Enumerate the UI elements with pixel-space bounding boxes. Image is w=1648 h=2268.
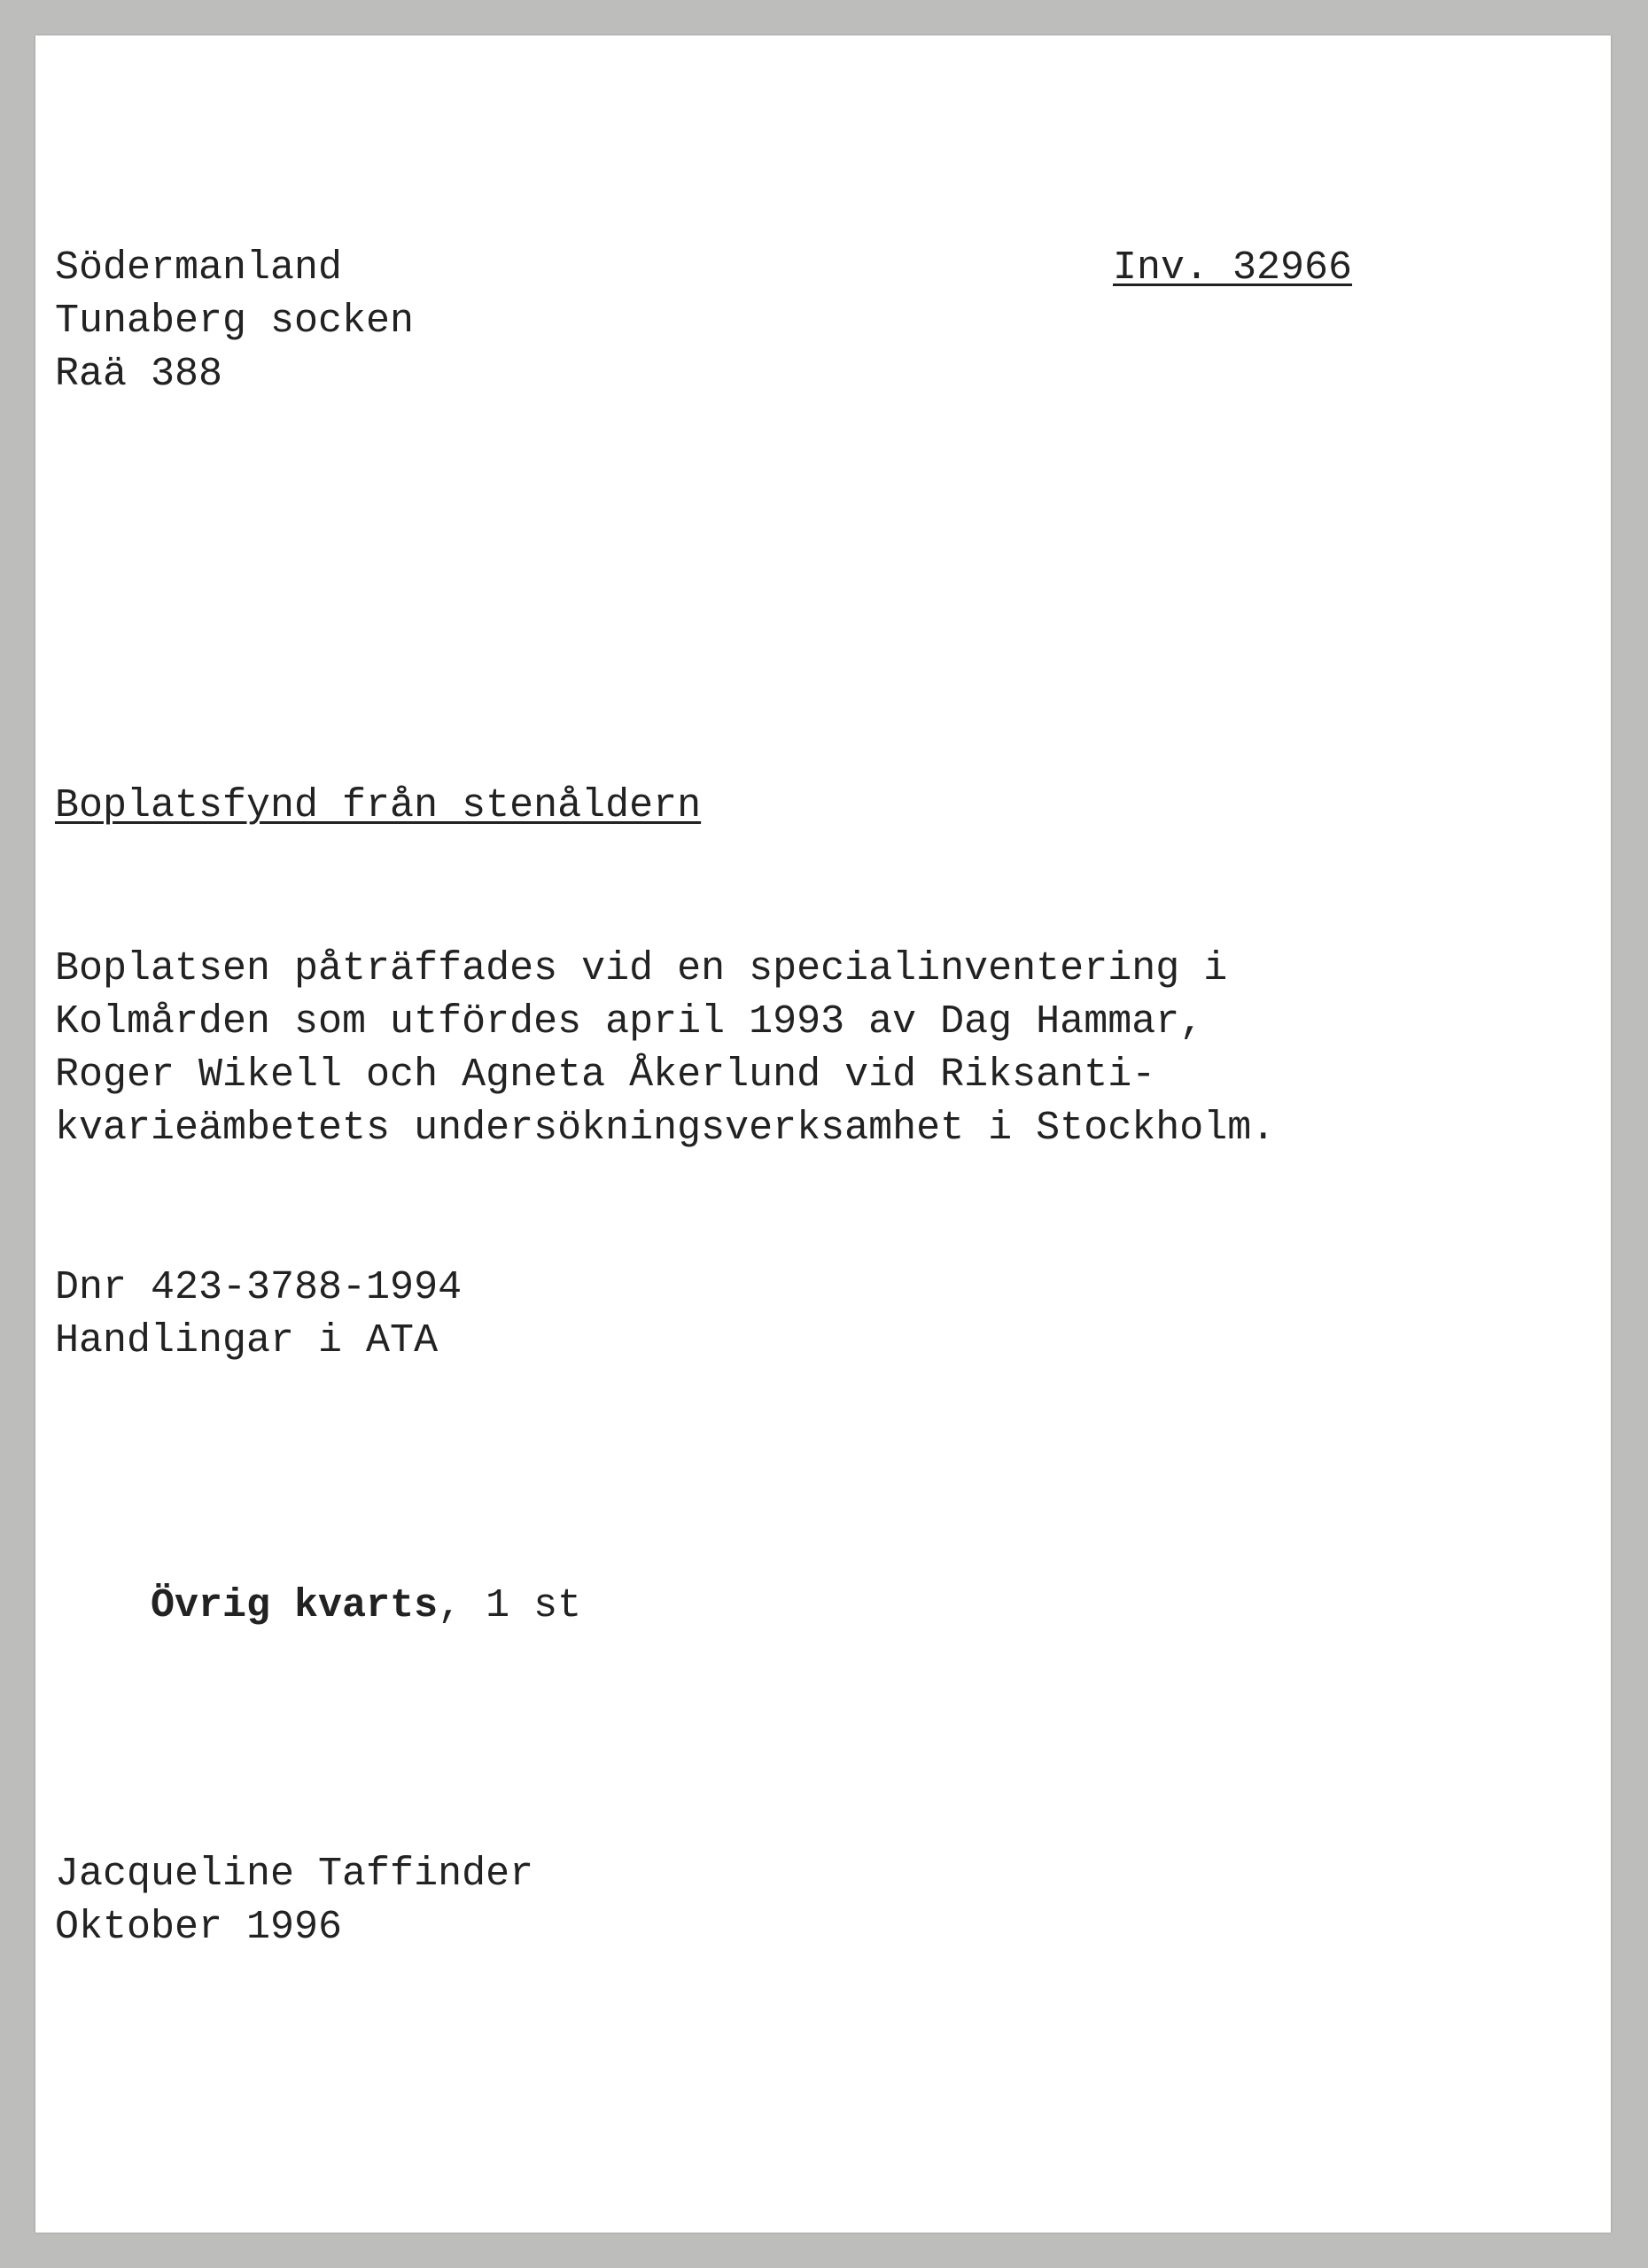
body-line-2: Kolmården som utfördes april 1993 av Dag Hammar,: [55, 999, 1204, 1045]
finds-count: , 1 st: [438, 1583, 582, 1628]
finds-label: Övrig kvarts: [151, 1583, 439, 1628]
parish: Tunaberg socken: [55, 299, 415, 344]
raa-number: Raä 388: [55, 352, 223, 397]
document-page: [35, 35, 1611, 2233]
finds-line: [55, 1526, 581, 1686]
dnr-reference: Dnr 423-3788-1994: [55, 1265, 463, 1310]
body-line-4: kvarieämbetets undersökningsverksamhet i Stockholm.: [55, 1106, 1276, 1151]
author-name: Jacqueline Taffinder: [55, 1852, 534, 1897]
archive-reference: Handlingar i ATA: [55, 1318, 439, 1363]
document-title: Boplatsfynd från stenåldern: [55, 783, 702, 828]
document-date: Oktober 1996: [55, 1905, 343, 1950]
inventory-number: Inv. 32966: [1113, 245, 1353, 291]
body-line-3: Roger Wikell och Agneta Åkerlund vid Riksanti-: [55, 1052, 1156, 1098]
province: Södermanland: [55, 245, 343, 291]
body-line-1: Boplatsen påträffades vid en specialinventering i: [55, 946, 1228, 991]
